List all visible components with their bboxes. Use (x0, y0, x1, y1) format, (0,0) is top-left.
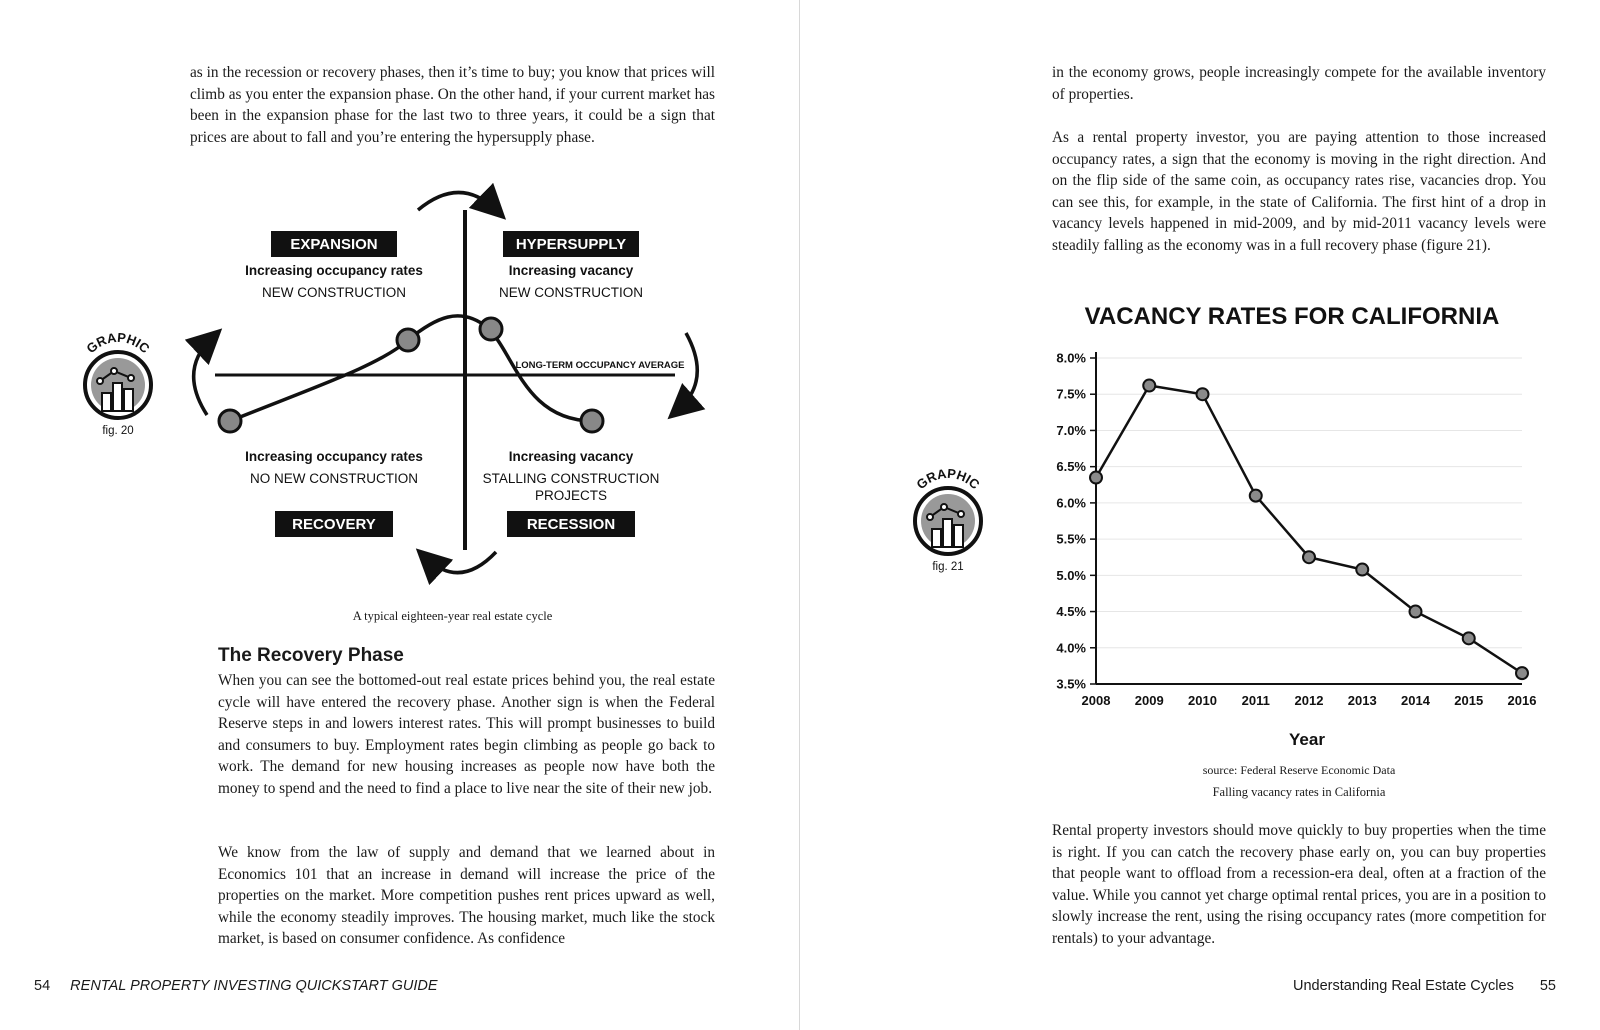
vacancy-rate-chart (1030, 290, 1550, 760)
series-line (1096, 386, 1522, 674)
left-footer (34, 978, 438, 994)
real-estate-cycle-diagram (180, 180, 740, 600)
left-paragraph-2: We know from the law of supply and demand that we learned about in Economics 101 that an increase in demand will increase the price of the properties on the market. More competition pushes rent prices upward as well, while the economy steadily improves. The housing market, much like the stock market, is based on consumer confidence. As confidence (218, 844, 715, 948)
expansion-line1: Increasing occupancy rates (245, 263, 423, 278)
graphic-badge-fig20 (73, 333, 163, 443)
x-tick-label: 2009 (1134, 693, 1164, 708)
page-gutter (799, 0, 800, 1030)
recession-line3: PROJECTS (534, 488, 608, 503)
recession-line1: Increasing vacancy (508, 449, 634, 464)
right-paragraph-2: Rental property investors should move quickly to buy properties when the time is right. If you can catch the recovery phase early on, you can buy properties that people want to offload from a recession-era deal, often at a fraction of the value. While you cannot yet charge optimal rental prices, you are in a position to slowly increase the rent, using the rising occupancy rates (more competition for rentals) to your advantage. (1052, 822, 1546, 947)
hypersupply-line2: NEW CONSTRUCTION (499, 285, 643, 300)
chart-title: VACANCY RATES FOR CALIFORNIA (1084, 303, 1500, 330)
data-point (1143, 380, 1155, 392)
section-heading: The Recovery Phase (218, 645, 404, 666)
y-tick-label: 3.5% (1056, 676, 1086, 692)
y-tick-label: 7.5% (1056, 386, 1086, 402)
recovery-line1: Increasing occupancy rates (245, 449, 423, 464)
fig20-caption: A typical eighteen-year real estate cycle (352, 609, 553, 623)
hypersupply-title: HYPERSUPPLY (515, 236, 627, 253)
y-tick-label: 4.0% (1056, 640, 1086, 656)
data-point (1250, 490, 1262, 502)
chart-source: source: Federal Reserve Economic Data (1202, 763, 1396, 777)
right-footer (1293, 978, 1556, 994)
chapter-title: Understanding Real Estate Cycles (1292, 978, 1514, 994)
graphic-badge-fig21 (903, 469, 993, 579)
long-term-occupancy-label: LONG-TERM OCCUPANCY AVERAGE (515, 360, 685, 371)
fig21-caption: Falling vacancy rates in California (1212, 785, 1386, 799)
graphic-badge-label: GRAPHIC (913, 469, 983, 493)
y-tick-label: 4.5% (1056, 604, 1086, 620)
cycle-arrow-left (194, 338, 212, 415)
x-tick-label: 2012 (1294, 693, 1324, 708)
x-tick-label: 2008 (1081, 693, 1111, 708)
data-point (1197, 388, 1209, 400)
cycle-arrow-top (418, 193, 496, 211)
data-point (1410, 606, 1422, 618)
right-intro-paragraph: in the economy grows, people increasingly compete for the available inventory of properties. (1052, 64, 1546, 103)
y-tick-label: 6.5% (1056, 459, 1086, 475)
right-paragraph-1: As a rental property investor, you are paying attention to those increased occupancy rates, a sign that the economy is moving in the right direction. And on the flip side of the same coin, as occupancy rates rise, vacancies drop. You can see this, for example, in the state of California. The first hint of a drop in vacancy levels happened in mid-2009, and by mid-2011 vacancy levels were steadily falling as the economy was in a full recovery phase (figure 21). (1052, 129, 1546, 254)
expansion-title: EXPANSION (290, 236, 378, 253)
x-tick-label: 2010 (1188, 693, 1217, 708)
recovery-line2: NO NEW CONSTRUCTION (250, 471, 418, 486)
left-intro-paragraph: as in the recession or recovery phases, then it’s time to buy; you know that prices will climb as you enter the expansion phase. On the other hand, if your current market has been in the expansion phase for the last two to three years, it could be a sign that prices are about to fall and you’re entering the hypersupply phase. (190, 64, 715, 146)
recovery-title: RECOVERY (292, 516, 376, 533)
data-point (1463, 632, 1475, 644)
data-point (1090, 472, 1102, 484)
y-tick-label: 8.0% (1056, 350, 1086, 366)
book-title: RENTAL PROPERTY INVESTING QUICKSTART GUIDE (70, 978, 438, 994)
graphic-badge-label: GRAPHIC (83, 333, 153, 357)
expansion-line2: NEW CONSTRUCTION (262, 285, 406, 300)
y-tick-label: 6.0% (1056, 495, 1086, 511)
y-tick-label: 5.5% (1056, 531, 1086, 547)
recession-line2: STALLING CONSTRUCTION (482, 471, 660, 486)
y-tick-label: 7.0% (1056, 422, 1086, 438)
x-axis-title: Year (1289, 730, 1325, 749)
hypersupply-line1: Increasing vacancy (508, 263, 634, 278)
x-tick-label: 2016 (1507, 693, 1537, 708)
y-tick-label: 5.0% (1056, 567, 1086, 583)
left-page-number: 54 (34, 978, 51, 994)
x-tick-label: 2013 (1347, 693, 1377, 708)
x-tick-label: 2011 (1241, 693, 1270, 708)
right-page-number: 55 (1539, 978, 1556, 994)
fig21-label: fig. 21 (932, 561, 964, 573)
cycle-arrow-right (678, 333, 697, 410)
fig20-label: fig. 20 (102, 425, 134, 437)
data-point (1356, 564, 1368, 576)
data-point (1303, 551, 1315, 563)
data-point (1516, 667, 1528, 679)
recession-title: RECESSION (526, 516, 616, 533)
left-paragraph-1: When you can see the bottomed-out real estate prices behind you, the real estate cycle will have entered the recovery phase. Another sign is when the Federal Reserve steps in and lowers interest rates. This will prompt businesses to build and consumers to buy. Employment rates begin climbing as people go back to work. The demand for new housing increases as people now have both the money to spend and the need to find a place to live near the site of their new job. (218, 672, 715, 797)
x-tick-label: 2014 (1401, 693, 1430, 708)
cycle-arrow-bottom (426, 552, 496, 573)
x-tick-label: 2015 (1454, 693, 1484, 708)
